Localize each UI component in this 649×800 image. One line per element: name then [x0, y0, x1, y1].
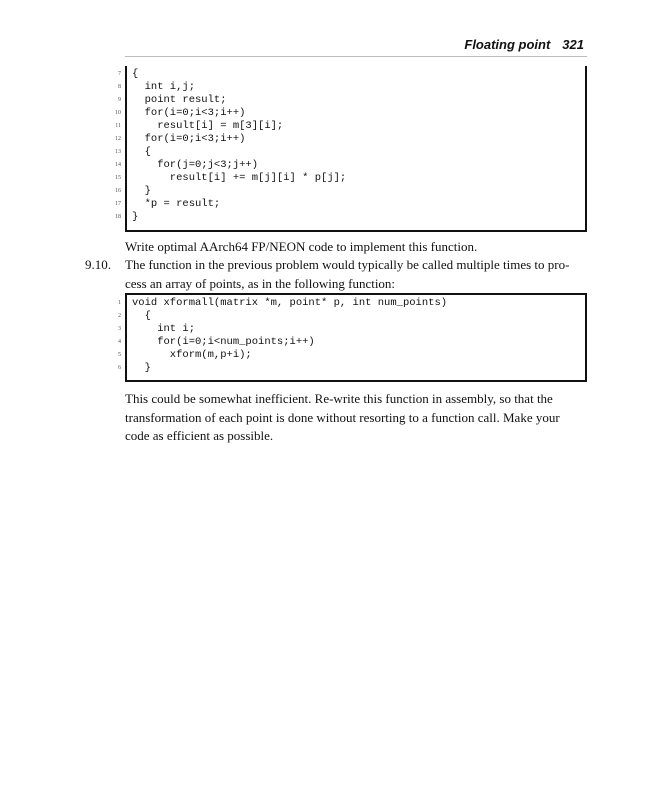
code-text: for(i=0;i<num_points;i++)	[132, 336, 315, 348]
line-number: 9	[118, 97, 121, 103]
code-text: {	[132, 68, 139, 80]
code-text: int i,j;	[132, 81, 196, 93]
code-text: xform(m,p+i);	[132, 349, 252, 361]
line-number: 13	[115, 149, 121, 155]
paragraph-line-3: code as efficient as possible.	[125, 428, 274, 443]
page-number: 321	[562, 37, 584, 52]
running-head	[464, 37, 584, 52]
code-text: for(i=0;i<3;i++)	[132, 107, 246, 119]
line-number: 11	[115, 123, 121, 129]
line-number: 17	[115, 201, 121, 207]
question-line-2: cess an array of points, as in the following function:	[125, 275, 396, 291]
code-listing-xform	[115, 66, 587, 232]
code-text: {	[132, 146, 151, 158]
question-number: 9.10.	[85, 257, 111, 272]
line-number: 3	[118, 326, 121, 332]
line-number: 4	[118, 339, 121, 345]
line-number: 10	[115, 110, 121, 116]
code-text: int i;	[132, 323, 196, 335]
line-number: 5	[118, 352, 121, 358]
exercise-instruction	[125, 238, 585, 257]
code-text: *p = result;	[132, 198, 221, 210]
line-number: 1	[118, 300, 121, 306]
code-text: result[i] = m[3][i];	[132, 120, 284, 132]
code-text: void xformall(matrix *m, point* p, int num_points)	[132, 297, 448, 309]
line-number: 15	[115, 175, 121, 181]
code-text: }	[132, 362, 151, 374]
paragraph-line-2: transformation of each point is done without resorting to a function call. Make your	[125, 409, 560, 425]
code-text: point result;	[132, 94, 227, 106]
code-text: }	[132, 211, 139, 223]
code-text: result[i] += m[j][i] * p[j];	[132, 172, 347, 184]
paragraph-line-1: This could be somewhat inefficient. Re-write this function in assembly, so that the	[125, 391, 553, 406]
line-number: 14	[115, 162, 121, 168]
closing-paragraph	[125, 390, 585, 446]
line-number: 8	[118, 84, 121, 90]
question-line-1: The function in the previous problem would typically be called multiple times to pro-	[125, 257, 570, 272]
code-text: {	[132, 310, 151, 322]
line-number: 6	[118, 365, 121, 371]
question-text	[125, 256, 585, 293]
line-number: 2	[118, 313, 121, 319]
line-number: 7	[118, 71, 121, 77]
line-number: 12	[115, 136, 121, 142]
section-title: Floating point	[464, 37, 551, 52]
line-number: 18	[115, 214, 121, 220]
code-text: }	[132, 185, 151, 197]
code-listing-xformall	[118, 293, 587, 382]
code-text: for(i=0;i<3;i++)	[132, 133, 246, 145]
code-text: for(j=0;j<3;j++)	[132, 159, 259, 171]
instruction-text: Write optimal AArch64 FP/NEON code to implement this function.	[125, 239, 478, 254]
header-rule	[125, 56, 587, 57]
line-number: 16	[115, 188, 121, 194]
